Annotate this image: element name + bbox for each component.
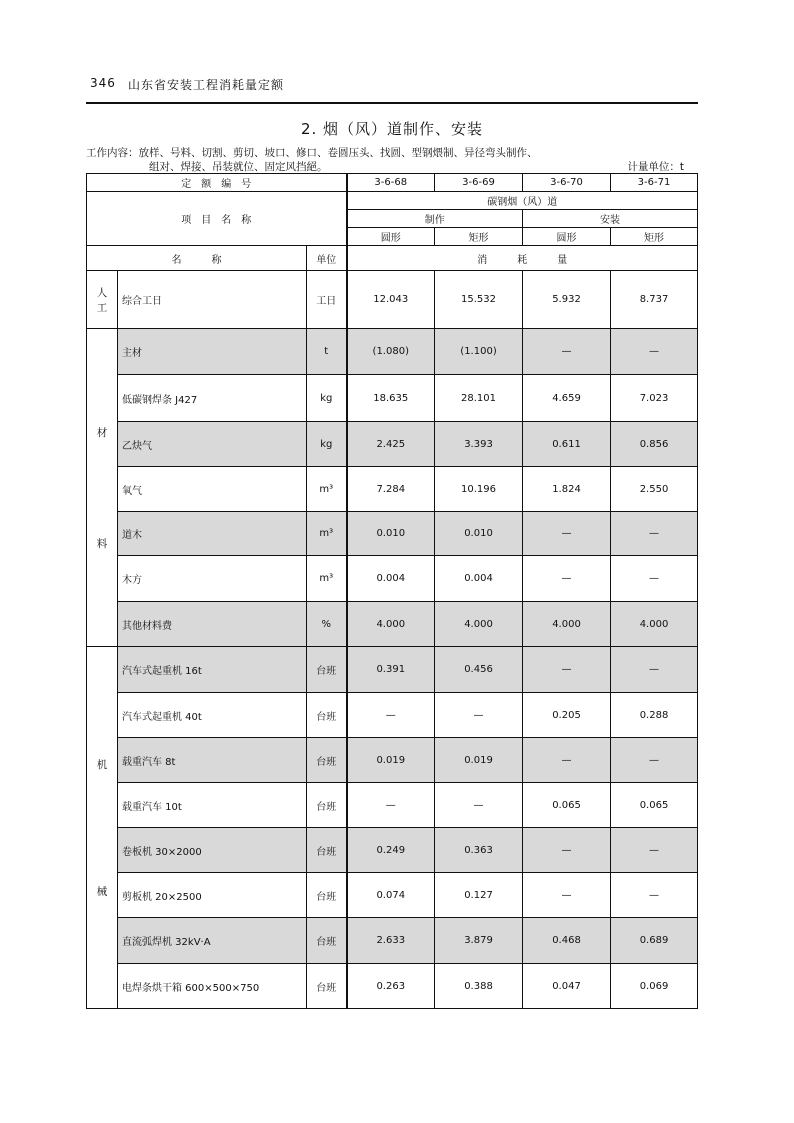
value-cell: 0.288 (611, 693, 698, 738)
value-cell: — (611, 512, 698, 556)
value-cell: — (523, 647, 611, 693)
item-name: 汽车式起重机 40t (118, 693, 307, 738)
col-consume-header: 消 耗 量 (347, 246, 698, 271)
value-cell: — (611, 738, 698, 783)
value-cell: 4.659 (523, 375, 611, 422)
code-cell: 3-6-70 (523, 174, 611, 192)
category-char: 械 (96, 885, 108, 898)
value-cell: 0.069 (611, 964, 698, 1009)
value-cell: 1.824 (523, 467, 611, 512)
item-unit: % (307, 602, 347, 647)
item-unit: 台班 (307, 783, 347, 828)
item-name: 乙炔气 (118, 422, 307, 467)
value-cell: 0.205 (523, 693, 611, 738)
item-unit: 台班 (307, 918, 347, 964)
item-name: 主材 (118, 329, 307, 375)
item-name: 卷板机 30×2000 (118, 828, 307, 873)
item-name-label: 项 目 名 称 (87, 192, 347, 246)
value-cell: 0.019 (347, 738, 435, 783)
value-cell: 5.932 (523, 271, 611, 329)
value-cell: 0.388 (435, 964, 523, 1009)
category-char: 工 (96, 301, 108, 314)
subgroup-install: 安装 (523, 210, 698, 228)
item-unit: m³ (307, 512, 347, 556)
value-cell: 0.456 (435, 647, 523, 693)
value-cell: (1.080) (347, 329, 435, 375)
value-cell: 0.611 (523, 422, 611, 467)
item-unit: 台班 (307, 964, 347, 1009)
value-cell: 0.010 (435, 512, 523, 556)
value-cell: — (347, 783, 435, 828)
work-content-line1: 放样、号料、切割、剪切、坡口、修口、卷圆压头、找圆、型钢煨制、异径弯头制作、 (138, 147, 538, 159)
value-cell: 0.263 (347, 964, 435, 1009)
work-content (86, 146, 698, 174)
item-unit: 台班 (307, 693, 347, 738)
code-label: 定 额 编 号 (87, 174, 347, 192)
value-cell: 0.249 (347, 828, 435, 873)
item-unit: 台班 (307, 738, 347, 783)
value-cell: 0.391 (347, 647, 435, 693)
item-unit: 台班 (307, 828, 347, 873)
value-cell: (1.100) (435, 329, 523, 375)
category-labor (87, 271, 118, 329)
item-name: 木方 (118, 556, 307, 602)
value-cell: 10.196 (435, 467, 523, 512)
col-name-header: 名 称 (87, 246, 307, 271)
category-machine (87, 647, 118, 1009)
page-number: 346 (90, 76, 116, 90)
value-cell: 0.856 (611, 422, 698, 467)
category-char: 材 (96, 426, 108, 439)
value-cell: 18.635 (347, 375, 435, 422)
value-cell: — (611, 329, 698, 375)
value-cell: 28.101 (435, 375, 523, 422)
value-cell: — (523, 828, 611, 873)
value-cell: 4.000 (611, 602, 698, 647)
measure-unit: 计量单位：t (627, 161, 684, 173)
code-cell: 3-6-71 (611, 174, 698, 192)
page-header (86, 72, 698, 104)
value-cell: 7.023 (611, 375, 698, 422)
item-unit: kg (307, 375, 347, 422)
item-unit: 台班 (307, 873, 347, 918)
value-cell: — (611, 556, 698, 602)
value-cell: 0.019 (435, 738, 523, 783)
col-unit-header: 单位 (307, 246, 347, 271)
book-title: 山东省安装工程消耗量定额 (128, 78, 285, 92)
shape-cell: 矩形 (435, 228, 523, 246)
value-cell: 0.074 (347, 873, 435, 918)
item-name: 电焊条烘干箱 600×500×750 (118, 964, 307, 1009)
quota-table (86, 173, 698, 1009)
item-unit: t (307, 329, 347, 375)
item-name: 剪板机 20×2500 (118, 873, 307, 918)
category-char: 料 (96, 537, 108, 550)
value-cell: 12.043 (347, 271, 435, 329)
value-cell: 0.004 (347, 556, 435, 602)
value-cell: 2.633 (347, 918, 435, 964)
code-cell: 3-6-69 (435, 174, 523, 192)
subgroup-make: 制作 (347, 210, 523, 228)
item-unit: kg (307, 422, 347, 467)
item-name: 直流弧焊机 32kV·A (118, 918, 307, 964)
value-cell: 7.284 (347, 467, 435, 512)
value-cell: 0.065 (523, 783, 611, 828)
value-cell: 4.000 (523, 602, 611, 647)
value-cell: 4.000 (347, 602, 435, 647)
value-cell: — (523, 512, 611, 556)
item-unit: m³ (307, 556, 347, 602)
item-unit: m³ (307, 467, 347, 512)
group-label: 碳钢烟（风）道 (347, 192, 698, 210)
category-char: 人 (96, 286, 108, 299)
category-char: 机 (96, 758, 108, 771)
value-cell: — (611, 873, 698, 918)
value-cell: 8.737 (611, 271, 698, 329)
value-cell: 0.065 (611, 783, 698, 828)
value-cell: — (523, 329, 611, 375)
value-cell: 2.425 (347, 422, 435, 467)
shape-cell: 圆形 (523, 228, 611, 246)
item-name: 氧气 (118, 467, 307, 512)
value-cell: 4.000 (435, 602, 523, 647)
category-material (87, 329, 118, 647)
value-cell: — (523, 556, 611, 602)
item-name: 低碳钢焊条 J427 (118, 375, 307, 422)
code-cell: 3-6-68 (347, 174, 435, 192)
section-title: 2. 烟（风）道制作、安装 (300, 120, 484, 138)
item-unit: 台班 (307, 647, 347, 693)
work-content-line2: 组对、焊接、吊装就位、固定风挡絕。 (149, 161, 328, 173)
value-cell: 0.468 (523, 918, 611, 964)
shape-cell: 圆形 (347, 228, 435, 246)
value-cell: 0.689 (611, 918, 698, 964)
value-cell: — (523, 873, 611, 918)
item-name: 综合工日 (118, 271, 307, 329)
value-cell: — (435, 693, 523, 738)
value-cell: — (611, 647, 698, 693)
value-cell: 0.010 (347, 512, 435, 556)
value-cell: — (523, 738, 611, 783)
value-cell: 0.047 (523, 964, 611, 1009)
value-cell: 15.532 (435, 271, 523, 329)
value-cell: 3.879 (435, 918, 523, 964)
item-name: 汽车式起重机 16t (118, 647, 307, 693)
value-cell: — (435, 783, 523, 828)
item-name: 其他材料费 (118, 602, 307, 647)
value-cell: — (611, 828, 698, 873)
value-cell: 2.550 (611, 467, 698, 512)
value-cell: 0.127 (435, 873, 523, 918)
work-content-label: 工作内容： (86, 147, 139, 159)
item-name: 载重汽车 10t (118, 783, 307, 828)
value-cell: — (347, 693, 435, 738)
shape-cell: 矩形 (611, 228, 698, 246)
item-name: 载重汽车 8t (118, 738, 307, 783)
value-cell: 0.004 (435, 556, 523, 602)
item-unit: 工日 (307, 271, 347, 329)
item-name: 道木 (118, 512, 307, 556)
value-cell: 0.363 (435, 828, 523, 873)
value-cell: 3.393 (435, 422, 523, 467)
